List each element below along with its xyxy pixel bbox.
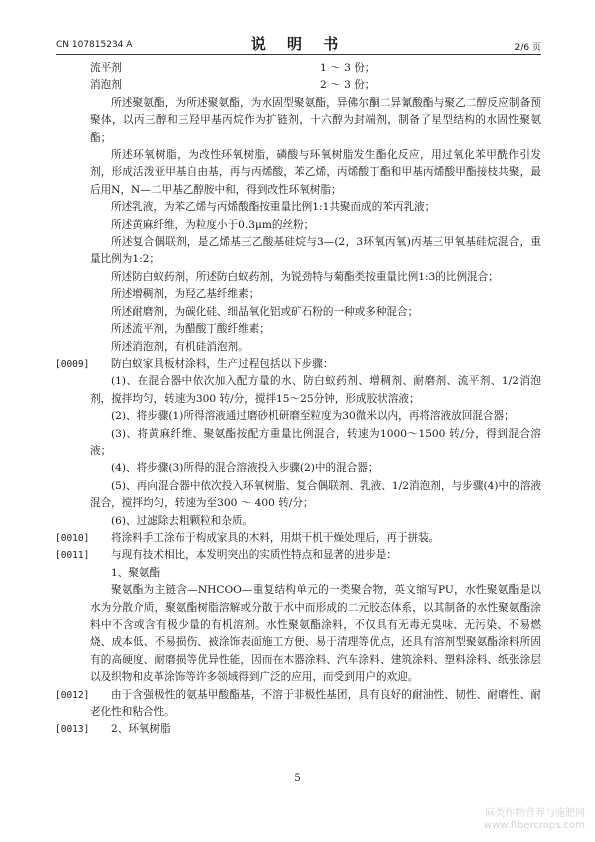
definition-paragraph: 所述流平剂，为醋酸丁酸纤维素； [111, 323, 270, 336]
process-step: (1)、在混合器中依次加入配方量的水、防白蚁药剂、增稠剂、耐磨剂、流平剂、1/2消泡剂，搅拌均匀，转速为300 转/分，搅拌15～25分钟，形成胶状溶液； [90, 375, 541, 405]
paragraph-0013 [56, 721, 541, 738]
definition-paragraph: 所述聚氨酯，为所述聚氨酯，为水固型聚氨酯，异佛尔酮二异氰酸酯与聚乙二醇反应制备预聚体，以丙三醇和三羟甲基丙烷作为扩链剂，十六醇为封端剂，制备了星型结构的水固性聚氨酯； [90, 96, 541, 144]
component-name: 流平剂 [90, 62, 122, 74]
paragraph-tag: [0009] [55, 358, 90, 370]
definition-paragraph: 所述环氧树脂，为改性环氧树脂，磷酸与环氧树脂发生酯化反应，用过氧化苯甲酰作引发剂，形成活泼亚甲基自由基，再与丙烯酸，苯乙烯，丙烯酸丁酯和甲基丙烯酸甲酯接枝共聚，最后用N，N—二甲基乙醇胺中和，得到改性环氧树脂； [90, 149, 541, 196]
definition-paragraph: 所述耐磨剂，为碳化硅、细晶氧化铝或矿石粉的一种或多种混合； [111, 305, 419, 318]
definition-paragraph: 所述乳液，为苯乙烯与丙烯酸酯按重量比例1:1共聚而成的苯丙乳液； [111, 201, 436, 214]
definition-paragraph: 所述黄麻纤维，为粒度小于0.3μm的丝粉； [111, 218, 315, 231]
component-row [56, 77, 541, 94]
component-amount: 1 ～ 3 份； [320, 62, 376, 74]
document-body [56, 60, 541, 739]
paragraph-tag: [0011] [55, 550, 90, 562]
paragraph-tag: [0010] [55, 532, 90, 544]
document-title: 说 明 书 [250, 35, 347, 53]
paragraph-0009 [56, 356, 541, 373]
watermark-url: www.fibercrops.com [483, 820, 585, 831]
process-step: (6)、过滤除去粗颗粒和杂质。 [111, 514, 254, 527]
component-name: 消泡剂 [90, 79, 122, 92]
component-row [56, 60, 541, 77]
section-subheading: 2、环氧树脂 [111, 723, 171, 736]
definition-paragraph: 所述增稠剂，为羟乙基纤维素； [111, 288, 260, 301]
paragraph-0012 [56, 687, 541, 722]
paragraph-tag: [0012] [55, 689, 90, 701]
paragraph-text: 将涂料手工涂布于构成家具的木料，用烘干机干燥处理后，再于拼装。 [111, 531, 440, 544]
paragraph-0010 [56, 530, 541, 547]
header-divider [56, 54, 541, 55]
definition-paragraph: 所述复合偶联剂，是乙烯基三乙酸基硅烷与3—(2，3环氧丙氧)丙基三甲氧基硅烷混合，重量比例为1:2； [90, 236, 541, 266]
paragraph-text: 与现有技术相比，本发明突出的实质性特点和显著的进步是： [111, 549, 398, 562]
process-step: (2)、将步骤(1)所得溶液通过磨砂机研磨至粒度为30微米以内，再将溶液放回混合器； [111, 410, 515, 423]
paragraph-text: 由于含强极性的氨基甲酸酯基，不溶于非极性基团，具有良好的耐油性、韧性、耐磨性、耐老化性和粘合性。 [90, 688, 541, 719]
section-body: 聚氨酯为主链含—NHCOO—重复结构单元的一类聚合物，英文缩写PU，水性聚氨酯是以水为分散介质，聚氨酯树脂溶解或分散于水中而形成的二元胶态体系，以其制备的水性聚氨酯涂料中不含或含有极少量的有机溶剂。水性聚氨酯涂料，不仅具有无毒无臭味、无污染、不易燃烧、成本低、不易损伤、被涂饰表面施工方便、易于清理等优点，还具有溶剂型聚氨酯涂料所固有的高硬度、耐磨损等优异性能，因而在木器涂料、汽车涂料、建筑涂料、塑料涂料、纸张涂层以及织物和皮革涂饰等许多领域得到广泛的应用，而受到用户的欢迎。 [90, 584, 541, 684]
watermark-title: 麻类作物营养与施肥网 [485, 808, 585, 819]
page-indicator: 2/6 页 [514, 43, 541, 53]
paragraph-text: 防白蚁家具板材涂料，生产过程包括以下步骤： [111, 357, 334, 370]
paragraph-0011 [56, 547, 541, 564]
component-amount: 2 ～ 3 份； [320, 79, 376, 92]
section-subheading: 1、聚氨酯 [111, 566, 161, 579]
process-step: (5)、再向混合器中依次投入环氧树脂、复合偶联剂、乳液、1/2消泡剂，与步骤(4)中的溶液混合，搅拌均匀，转速为至300 ～ 400 转/分； [90, 479, 541, 510]
process-step: (4)、将步骤(3)所得的混合溶液投入步骤(2)中的混合器； [111, 462, 379, 475]
definition-paragraph: 所述防白蚁药剂，所述防白蚁药剂，为锐劲特与菊酯类按重量比例1:3的比例混合； [111, 270, 499, 283]
page-number: 5 [294, 773, 301, 784]
page-header [56, 33, 541, 53]
definition-paragraph: 所述消泡剂，有机硅消泡剂。 [111, 340, 249, 353]
process-step: (3)、将黄麻纤维、聚氨酯按配方重量比例混合，转速为1000～1500 转/分，得到混合溶液； [90, 427, 541, 457]
paragraph-tag: [0013] [55, 724, 90, 736]
watermark [484, 808, 585, 832]
patent-number: CN 107815234 A [56, 40, 133, 50]
